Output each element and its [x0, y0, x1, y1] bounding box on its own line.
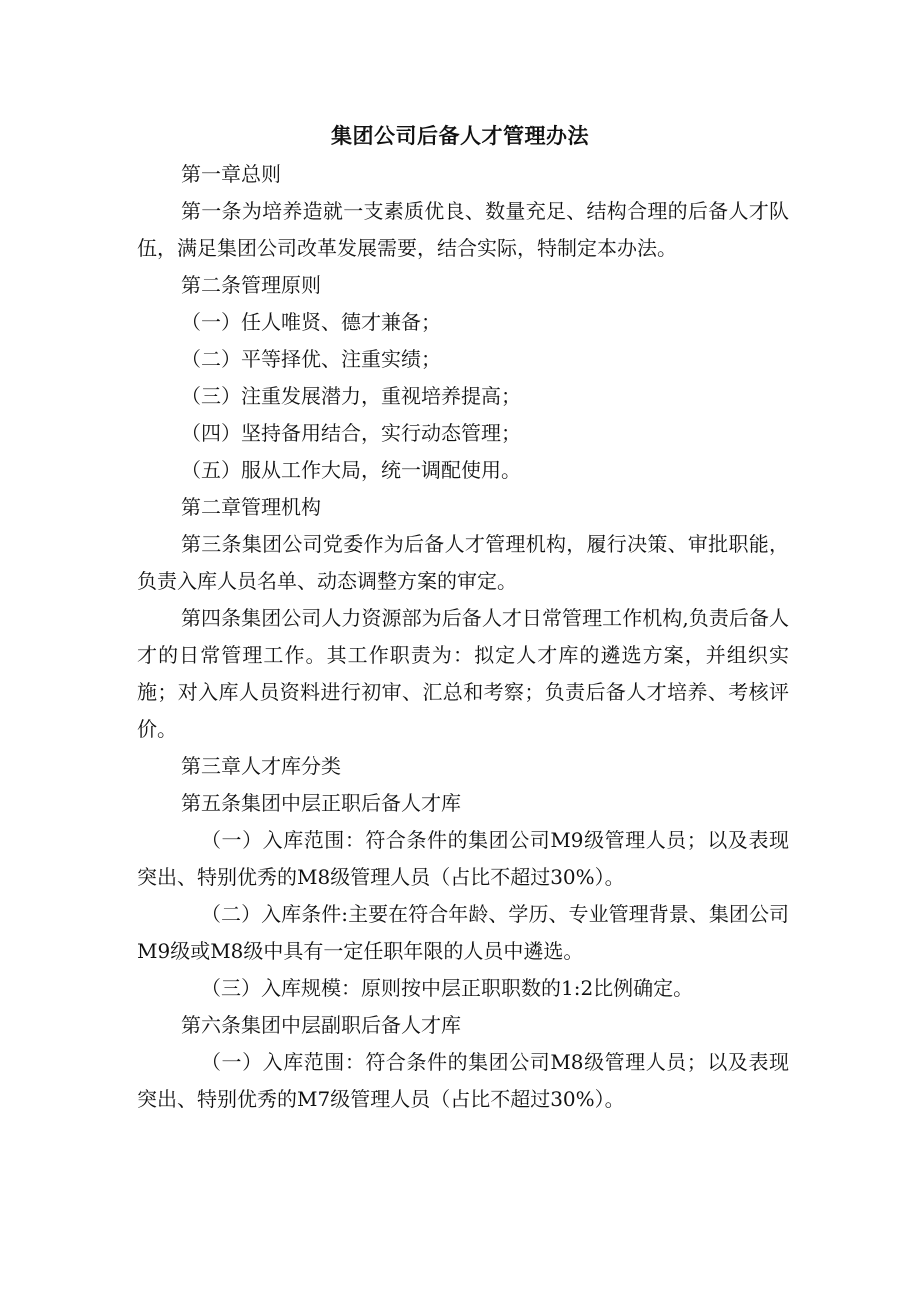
article-heading: 第五条集团中层正职后备人才库	[181, 791, 461, 815]
article-heading: 第二条管理原则	[181, 273, 321, 297]
chapter-heading: 第二章管理机构	[181, 495, 321, 519]
principle-item: （二）平等择优、注重实绩；	[181, 347, 441, 371]
criteria-item: （三）入库规模：原则按中层正职职数的1:2比例确定。	[201, 976, 694, 1000]
chapter-heading: 第三章人才库分类	[181, 754, 341, 778]
article-paragraph: 第四条集团公司人力资源部为后备人才日常管理工作机构,负责后备人才的日常管理工作。其工作职责为：拟定人才库的遴选方案，并组织实施；对入库人员资料进行初审、汇总和考察；负责后备人才培养、考核评价。	[137, 606, 789, 741]
principle-item: （一）任人唯贤、德才兼备；	[181, 310, 441, 334]
document-title: 集团公司后备人才管理办法	[331, 124, 589, 148]
principle-item: （三）注重发展潜力，重视培养提高；	[181, 384, 521, 408]
criteria-item: （二）入库条件:主要在符合年龄、学历、专业管理背景、集团公司M9级或M8级中具有一定任职年限的人员中遴选。	[137, 902, 789, 963]
principle-item: （四）坚持备用结合，实行动态管理；	[181, 421, 521, 445]
article-heading: 第六条集团中层副职后备人才库	[181, 1013, 461, 1037]
criteria-item: （一）入库范围：符合条件的集团公司M9级管理人员；以及表现突出、特别优秀的M8级管理人员（占比不超过30%）。	[137, 828, 789, 889]
principle-item: （五）服从工作大局，统一调配使用。	[181, 458, 521, 482]
article-paragraph: 第三条集团公司党委作为后备人才管理机构，履行决策、审批职能，负责入库人员名单、动态调整方案的审定。	[137, 532, 789, 593]
criteria-item: （一）入库范围：符合条件的集团公司M8级管理人员；以及表现突出、特别优秀的M7级管理人员（占比不超过30%）。	[137, 1050, 789, 1111]
chapter-heading: 第一章总则	[181, 162, 281, 186]
document-body	[137, 156, 789, 1118]
article-paragraph: 第一条为培养造就一支素质优良、数量充足、结构合理的后备人才队伍，满足集团公司改革发展需要，结合实际，特制定本办法。	[137, 199, 789, 260]
